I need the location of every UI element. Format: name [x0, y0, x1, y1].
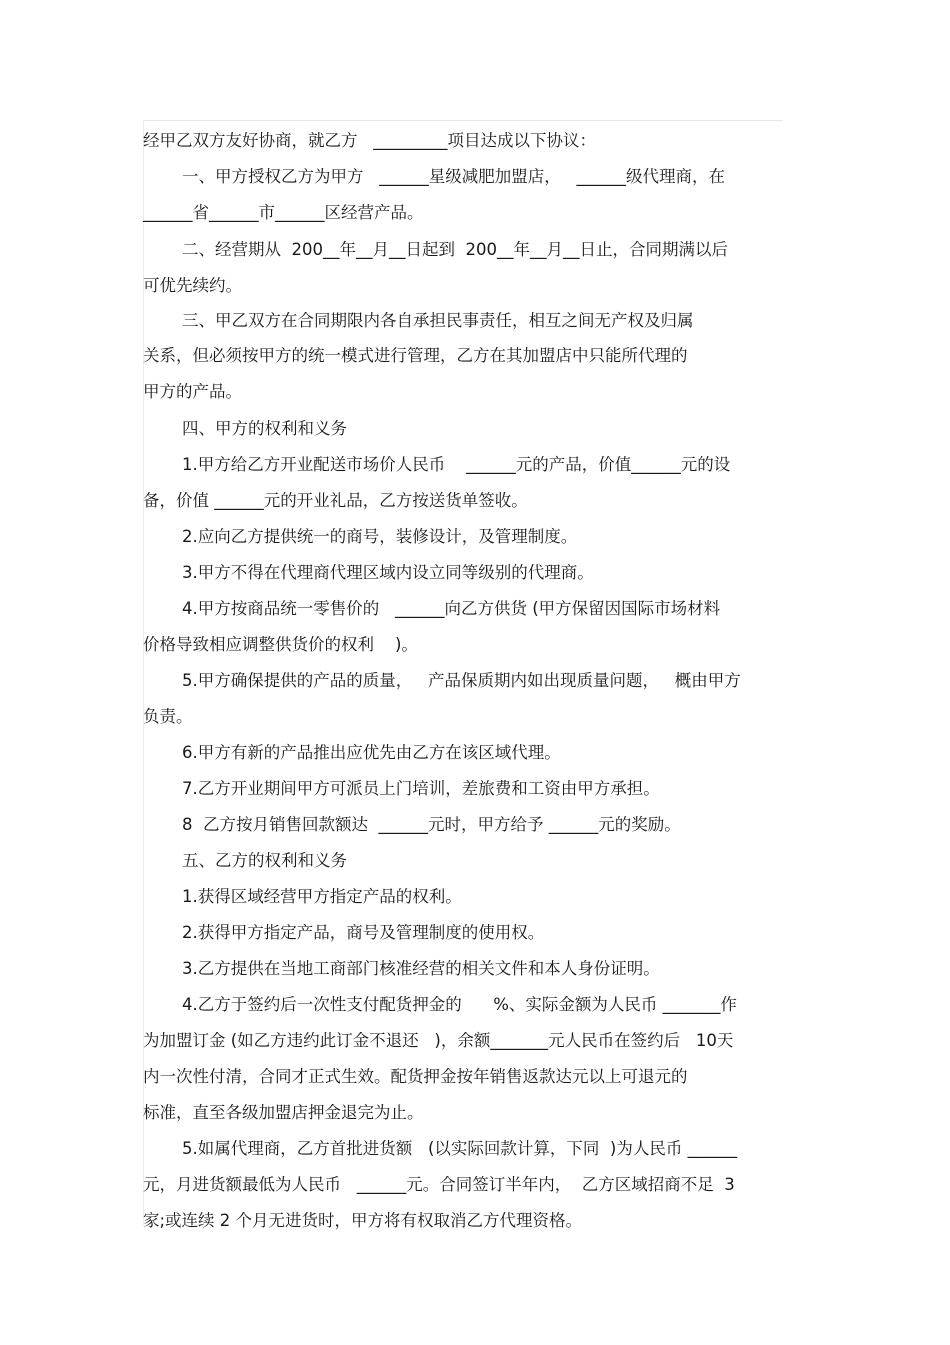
section-heading: 四、甲方的权利和义务: [182, 419, 347, 438]
text-line: 5.如属代理商，乙方首批进货额 (以实际回款计算，下同 )为人民币 ______: [182, 1139, 738, 1158]
text-line: 二、经营期从 200__年__月__日起到 200__年__月__日止，合同期满以后: [182, 240, 728, 259]
text-line: 家;或连续 2 个月无进货时，甲方将有权取消乙方代理资格。: [143, 1211, 583, 1230]
text-line: 为加盟订金 (如乙方违约此订金不退还 )，余额_______元人民币在签约后 10天: [143, 1031, 734, 1050]
text-line: 标准，直至各级加盟店押金退完为止。: [143, 1103, 424, 1122]
text-line: 关系，但必须按甲方的统一模式进行管理，乙方在其加盟店中只能所代理的: [143, 346, 688, 365]
text-line: 8 乙方按月销售回款额达 ______元时，甲方给予 ______元的奖励。: [182, 815, 681, 834]
text-line: 三、甲乙双方在合同期限内各自承担民事责任，相互之间无产权及归属: [182, 311, 694, 330]
top-rule: [143, 120, 783, 121]
section-heading: 五、乙方的权利和义务: [182, 851, 347, 870]
text-line: 1.获得区域经营甲方指定产品的权利。: [182, 887, 462, 906]
text-line: 甲方的产品。: [143, 382, 242, 401]
text-line: 备，价值 ______元的开业礼品，乙方按送货单签收。: [143, 491, 528, 510]
text-line: 1.甲方给乙方开业配送市场价人民币 ______元的产品，价值______元的设: [182, 455, 731, 474]
text-line: ______省______市______区经营产品。: [143, 203, 424, 222]
text-line: 2.应向乙方提供统一的商号，装修设计，及管理制度。: [182, 527, 578, 546]
text-line: 经甲乙双方友好协商，就乙方 _________项目达成以下协议：: [143, 131, 596, 150]
text-line: 一、甲方授权乙方为甲方 ______星级减肥加盟店， ______级代理商，在: [182, 167, 725, 186]
text-line: 3.甲方不得在代理商代理区域内设立同等级别的代理商。: [182, 563, 594, 582]
text-line: 可优先续约。: [143, 276, 242, 295]
text-line: 4.乙方于签约后一次性支付配货押金的 %、实际金额为人民币 _______作: [182, 995, 737, 1014]
text-line: 内一次性付清，合同才正式生效。配货押金按年销售返款达元以上可退元的: [143, 1067, 688, 1086]
text-line: 3.乙方提供在当地工商部门核准经营的相关文件和本人身份证明。: [182, 959, 660, 978]
text-line: 5.甲方确保提供的产品的质量， 产品保质期内如出现质量问题， 概由甲方: [182, 671, 741, 690]
text-line: 4.甲方按商品统一零售价的 ______向乙方供货 (甲方保留因国际市场材料: [182, 599, 721, 618]
text-line: 元，月进货额最低为人民币 ______元。合同签订半年内， 乙方区域招商不足 3: [143, 1175, 735, 1194]
text-line: 7.乙方开业期间甲方可派员上门培训，差旅费和工资由甲方承担。: [182, 779, 660, 798]
text-line: 6.甲方有新的产品推出应优先由乙方在该区域代理。: [182, 743, 561, 762]
text-line: 2.获得甲方指定产品，商号及管理制度的使用权。: [182, 923, 545, 942]
text-line: 负责。: [143, 707, 193, 726]
text-line: 价格导致相应调整供货价的权利 )。: [143, 635, 418, 654]
